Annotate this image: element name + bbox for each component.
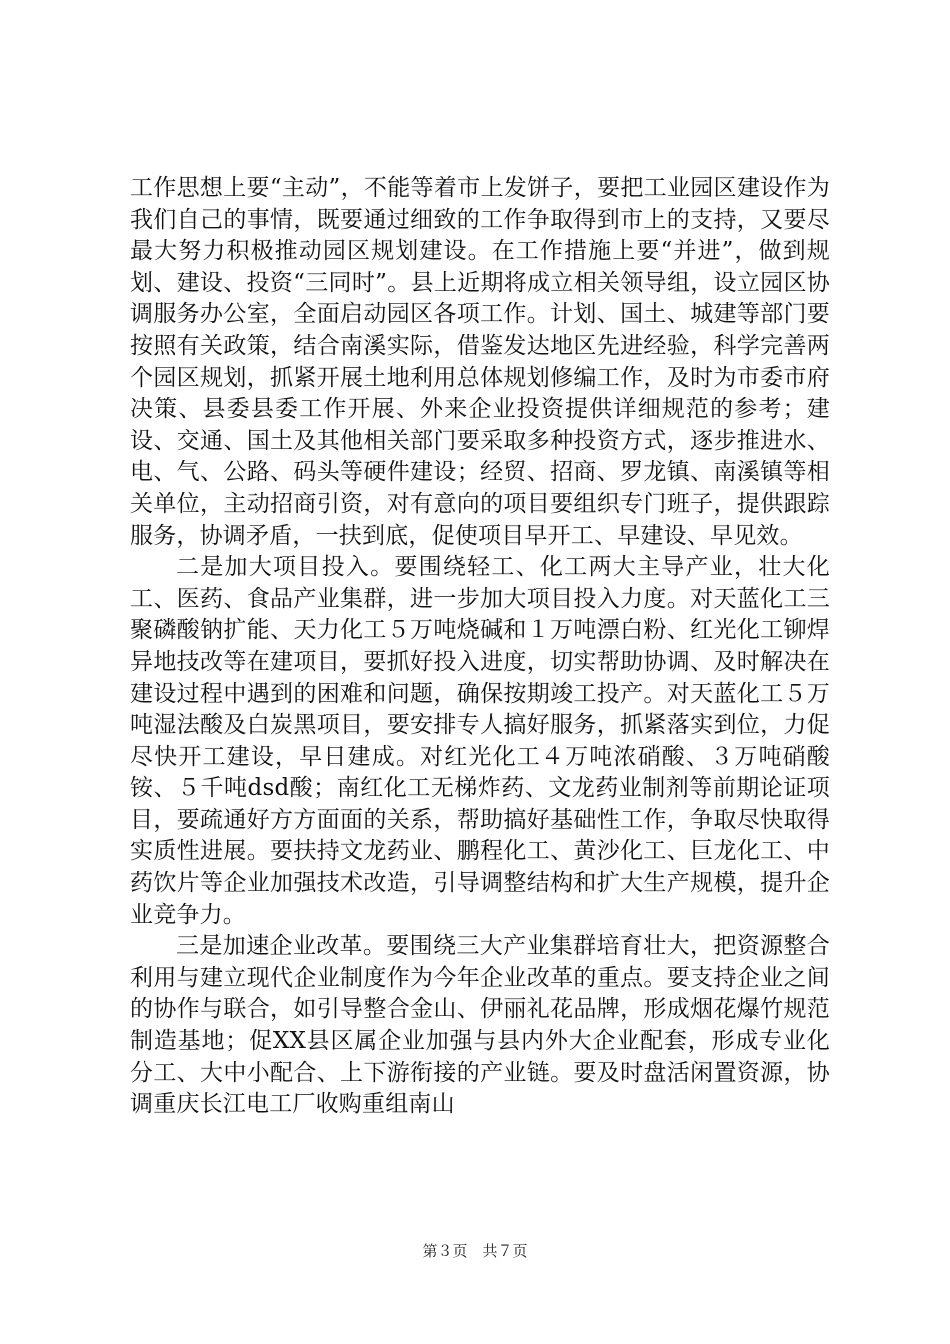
paragraph-continuation: 工作思想上要“主动”，不能等着市上发饼子，要把工业园区建设作为我们自己的事情，既要通过细致的工作争取得到市上的支持，又要尽最大努力积极推动园区规划建设。在工作措施上要“并进”，做到规划、建设、投资“三同时”。县上近期将成立相关领导组，设立园区协调服务办公室，全面启动园区各项工作。计划、国土、城建等部门要按照有关政策，结合南溪实际，借鉴发达地区先进经验，科学完善两个园区规划，抓紧开展土地利用总体规划修编工作，及时为市委市府决策、县委县委工作开展、外来企业投资提供详细规范的参考；建设、交通、国土及其他相关部门要采取多种投资方式，逐步推进水、电、气、公路、码头等硬件建设；经贸、招商、罗龙镇、南溪镇等相关单位，主动招商引资，对有意向的项目要组织专门班子，提供跟踪服务，协调矛盾，一扶到底，促使项目早开工、早建设、早见效。: [130, 175, 830, 549]
paragraph-enterprise-reform: 三是加速企业改革。要围绕三大产业集群培育壮大，把资源整合利用与建立现代企业制度作为今年企业改革的重点。要支持企业之间的协作与联合，如引导整合金山、伊丽礼花品牌，形成烟花爆竹规范制造基地；促XX县区属企业加强与县内外大企业配套，形成专业化分工、大中小配合、上下游衔接的产业链。要及时盘活闲置资源，协调重庆长江电工厂收购重组南山: [130, 933, 830, 1118]
page-footer: [0, 1240, 950, 1261]
page-number-label: 第３页 共７页: [422, 1242, 528, 1260]
document-body: [130, 173, 830, 1121]
paragraph-project-investment: 二是加大项目投入。要围绕轻工、化工两大主导产业，壮大化工、医药、食品产业集群，进一步加大项目投入力度。对天蓝化工三聚磷酸钠扩能、天力化工５万吨烧碱和１万吨漂白粉、红光化工铆焊异地技改等在建项目，要抓好投入进度，切实帮助协调、及时解决在建设过程中遇到的困难和问题，确保按期竣工投产。对天蓝化工５万吨湿法酸及白炭黑项目，要安排专人搞好服务，抓紧落实到位，力促尽快开工建设，早日建成。对红光化工４万吨浓硝酸、３万吨硝酸铵、５千吨dsd酸；南红化工无梯炸药、文龙药业制剂等前期论证项目，要疏通好方方面面的关系，帮助搞好基础性工作，争取尽快取得实质性进展。要扶持文龙药业、鹏程化工、黄沙化工、巨龙化工、中药饮片等企业加强技术改造，引导调整结构和扩大生产规模，提升企业竞争力。: [130, 554, 830, 928]
